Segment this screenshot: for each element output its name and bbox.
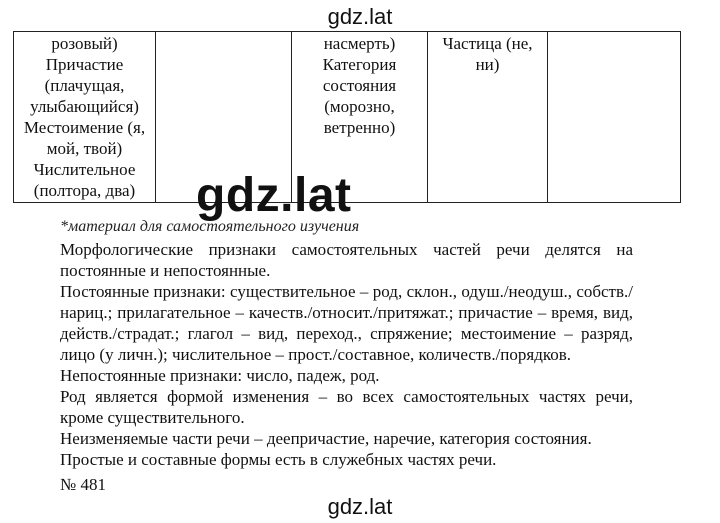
paragraph: Морфологические признаки самостоятельных частей речи делятся на постоянные и непостоянные. [60,240,633,280]
paragraph: Род является формой изменения – во всех самостоятельных частях речи, кроме существительного. [60,387,633,427]
cell-text: ветренно) [323,118,396,137]
cell-text: розовый) [51,34,118,53]
cell-text: Числительное [33,160,136,179]
cell-text: (морозно, [324,97,395,116]
cell-text: (полтора, два) [33,181,136,200]
self-study-note: *материал для самостоятельного изучения [60,218,360,235]
paragraph: Непостоянные признаки: число, падеж, род. [60,366,380,385]
table-cell-col5 [548,32,681,203]
cell-text: Причастие [45,55,124,74]
watermark-center: gdz.lat [196,169,352,222]
watermark-bottom: gdz.lat [327,494,393,519]
cell-text: Категория [322,55,397,74]
cell-text: насмерть) [323,34,396,53]
paragraph: Постоянные признаки: существительное – род, склон., одуш./неодуш., собств./нариц.; прилагательное – качеств./относит./притяжат.; причастие – время, вид, действ./страдат.; глагол – вид, переход., спряжение; местоимение – разряд, лицо (у личн.); числительное – прост./составное, количеств./порядков. [60,282,633,364]
paragraph: Неизменяемые части речи – деепричастие, наречие, категория состояния. [60,429,592,448]
cell-text: состояния [322,76,397,95]
cell-text: улыбающийся) [30,97,139,116]
body-text [60,239,633,470]
watermark-top: gdz.lat [327,4,393,29]
table-cell-col4 [428,32,548,203]
cell-text: ни) [475,55,500,74]
table-cell-col1 [14,32,156,203]
cut-off-text: № 481 [60,475,106,494]
cell-text: Местоимение (я, [23,118,146,137]
paragraph: Простые и составные формы есть в служебных частях речи. [60,450,497,469]
cell-text: (плачущая, [44,76,125,95]
cell-text: Частица (не, [442,34,533,53]
cell-text: мой, твой) [46,139,123,158]
